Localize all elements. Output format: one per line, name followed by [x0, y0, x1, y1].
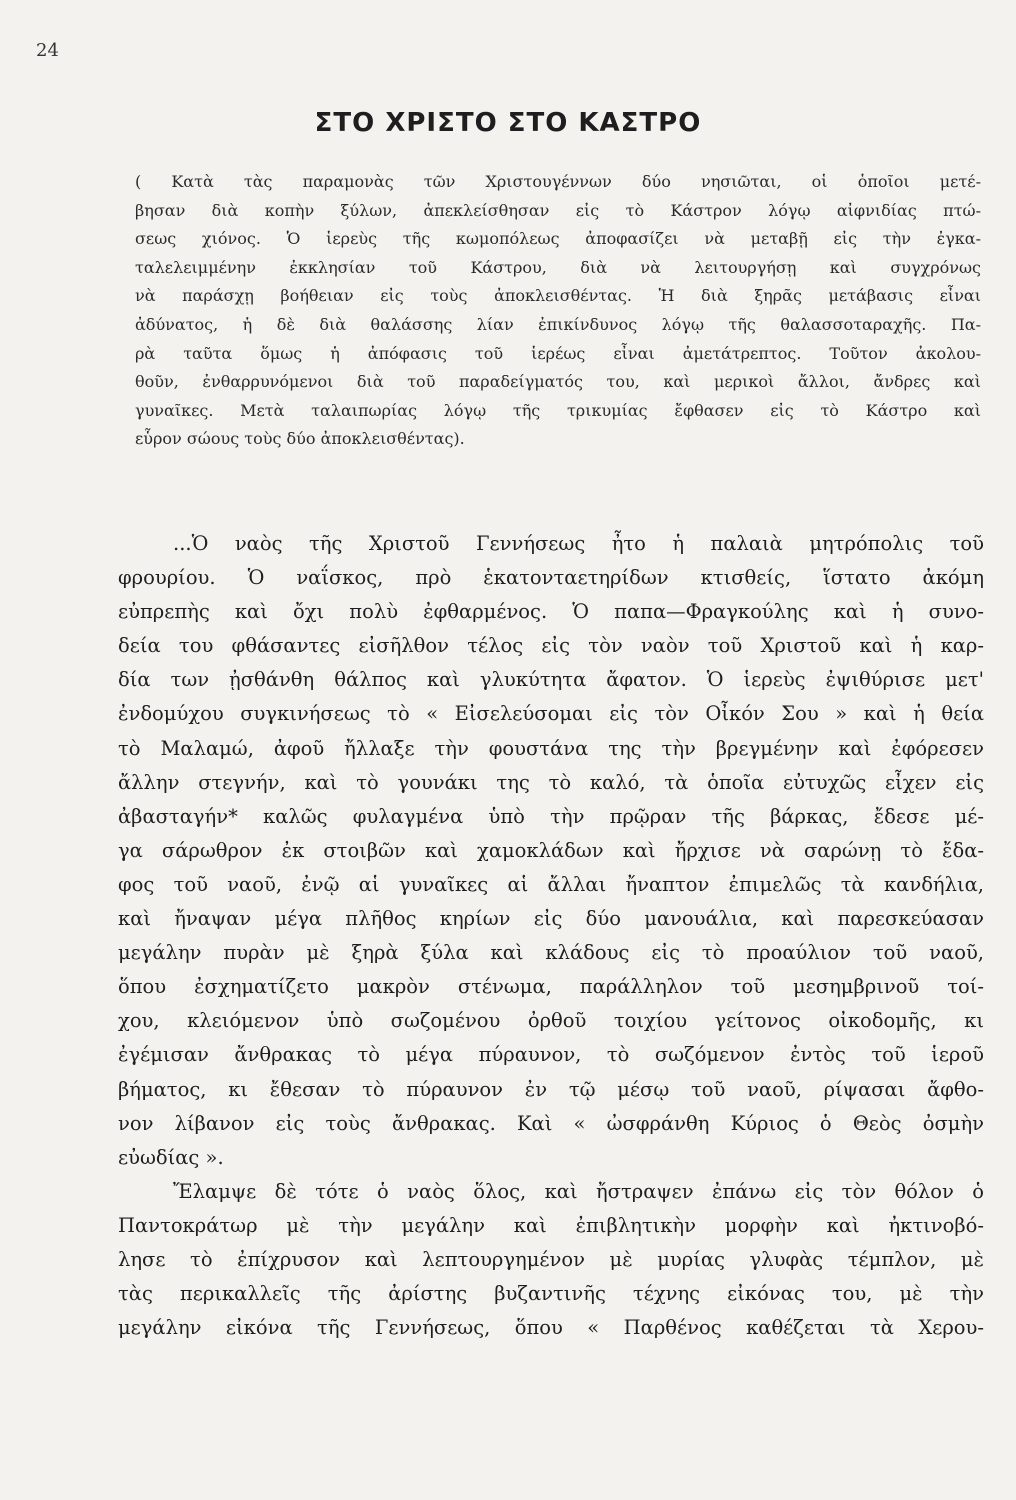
- intro-line: ( Κατὰ τὰς παραμονὰς τῶν Χριστουγέννων δύο νησιῶται, οἱ ὁποῖοι μετέ-: [135, 172, 981, 191]
- body-line: μεγάλην πυρὰν μὲ ξηρὰ ξύλα καὶ κλάδους εἰς τὸ προαύλιον τοῦ ναοῦ,: [118, 941, 984, 965]
- body-line: ἐγέμισαν ἄνθρακας τὸ μέγα πύραυνον, τὸ σωζόμενον ἐντὸς τοῦ ἱεροῦ: [118, 1043, 984, 1067]
- body-line: βήματος, κι ἔθεσαν τὸ πύραυνον ἐν τῷ μέσῳ τοῦ ναοῦ, ρίψασαι ἄφθο-: [118, 1077, 984, 1101]
- body-line: ἄλλην στεγνήν, καὶ τὸ γουνάκι της τὸ καλό, τὰ ὁποῖα εὐτυχῶς εἶχεν εἰς: [118, 770, 984, 794]
- body-line: χου, κλειόμενον ὑπὸ σωζομένου ὀρθοῦ τοιχίου γείτονος οἰκοδομῆς, κι: [118, 1009, 984, 1033]
- body-line: φρουρίου. Ὁ ναΐσκος, πρὸ ἑκατονταετηρίδων κτισθείς, ἵστατο ἀκόμη: [118, 566, 984, 590]
- intro-line: ρὰ ταῦτα ὅμως ἡ ἀπόφασις τοῦ ἱερέως εἶναι ἀμετάτρεπτος. Τοῦτον ἀκολου-: [135, 343, 981, 363]
- body-line: ...Ὁ ναὸς τῆς Χριστοῦ Γεννήσεως ἦτο ἡ παλαιὰ μητρόπολις τοῦ: [173, 532, 984, 555]
- body-line: Ἔλαμψε δὲ τότε ὁ ναὸς ὅλος, καὶ ἤστραψεν ἐπάνω εἰς τὸν θόλον ὁ: [173, 1179, 984, 1203]
- body-line: ἐνδομύχου συγκινήσεως τὸ « Εἰσελεύσομαι εἰς τὸν Οἶκόν Σου » καὶ ἡ θεία: [118, 702, 984, 726]
- intro-paragraph: [135, 168, 981, 454]
- body-line: εὐπρεπὴς καὶ ὄχι πολὺ ἐφθαρμένος. Ὁ παπα—Φραγκούλης καὶ ἡ συνο-: [118, 600, 984, 624]
- body-line: νον λίβανον εἰς τοὺς ἄνθρακας. Καὶ « ὠσφράνθη Κύριος ὁ Θεὸς ὀσμὴν: [118, 1111, 984, 1135]
- intro-line: θοῦν, ἐνθαρρυνόμενοι διὰ τοῦ παραδείγματός του, καὶ μερικοὶ ἄλλοι, ἄνδρες καὶ: [135, 372, 981, 392]
- body-line: λησε τὸ ἐπίχρυσον καὶ λεπτουργημένον μὲ μυρίας γλυφὰς τέμπλον, μὲ: [118, 1247, 984, 1271]
- body-line: εὐωδίας ».: [118, 1145, 224, 1169]
- intro-line: ἀδύνατος, ἡ δὲ διὰ θαλάσσης λίαν ἐπικίνδυνος λόγῳ τῆς θαλασσοταραχῆς. Πα-: [135, 314, 981, 334]
- body-line: δία των ᾐσθάνθη θάλπος καὶ γλυκύτητα ἄφατον. Ὁ ἱερεὺς ἐψιθύρισε μετ': [118, 668, 984, 692]
- body-line: φος τοῦ ναοῦ, ἐνῷ αἱ γυναῖκες αἱ ἄλλαι ἤναπτον ἐπιμελῶς τὰ κανδήλια,: [118, 872, 984, 896]
- body-line: τὸ Μαλαμώ, ἀφοῦ ἤλλαξε τὴν φουστάνα της τὴν βρεγμένην καὶ ἐφόρεσεν: [118, 736, 984, 760]
- intro-line: γυναῖκες. Μετὰ ταλαιπωρίας λόγῳ τῆς τρικυμίας ἔφθασεν εἰς τὸ Κάστρο καὶ: [135, 400, 981, 420]
- page-number: 24: [36, 40, 59, 61]
- intro-line: νὰ παράσχῃ βοήθειαν εἰς τοὺς ἀποκλεισθέντας. Ἡ διὰ ξηρᾶς μετάβασις εἶναι: [135, 286, 981, 306]
- intro-line: εὗρον σώους τοὺς δύο ἀποκλεισθέντας).: [135, 429, 465, 449]
- body-line: τὰς περικαλλεῖς τῆς ἀρίστης βυζαντινῆς τέχνης εἰκόνας του, μὲ τὴν: [118, 1282, 984, 1306]
- body-line: μεγάλην εἰκόνα τῆς Γεννήσεως, ὅπου « Παρθένος καθέζεται τὰ Χερου-: [118, 1316, 984, 1340]
- intro-line: σεως χιόνος. Ὁ ἱερεὺς τῆς κωμοπόλεως ἀποφασίζει νὰ μεταβῇ εἰς τὴν ἐγκα-: [135, 229, 981, 249]
- chapter-title: ΣΤΟ ΧΡΙΣΤΟ ΣΤΟ ΚΑΣΤΡΟ: [314, 108, 702, 138]
- body-line: γα σάρωθρον ἐκ στοιβῶν καὶ χαμοκλάδων καὶ ἤρχισε νὰ σαρώνῃ τὸ ἔδα-: [118, 838, 984, 862]
- intro-line: ταλελειμμένην ἐκκλησίαν τοῦ Κάστρου, διὰ νὰ λειτουργήσῃ καὶ συγχρόνως: [135, 257, 981, 277]
- main-text: [118, 527, 984, 1345]
- intro-line: βησαν διὰ κοπὴν ξύλων, ἀπεκλείσθησαν εἰς τὸ Κάστρον λόγῳ αἰφνιδίας πτώ-: [135, 200, 981, 220]
- body-line: καὶ ἤναψαν μέγα πλῆθος κηρίων εἰς δύο μανουάλια, καὶ παρεσκεύασαν: [118, 907, 984, 931]
- body-line: ἀβασταγήν* καλῶς φυλαγμένα ὑπὸ τὴν πρῷραν τῆς βάρκας, ἔδεσε μέ-: [118, 804, 984, 828]
- body-line: ὅπου ἐσχηματίζετο μακρὸν στένωμα, παράλληλον τοῦ μεσημβρινοῦ τοί-: [118, 975, 984, 999]
- body-line: Παντοκράτωρ μὲ τὴν μεγάλην καὶ ἐπιβλητικὴν μορφὴν καὶ ἠκτινοβό-: [118, 1213, 984, 1237]
- body-line: δεία του φθάσαντες εἰσῆλθον τέλος εἰς τὸν ναὸν τοῦ Χριστοῦ καὶ ἡ καρ-: [118, 634, 984, 658]
